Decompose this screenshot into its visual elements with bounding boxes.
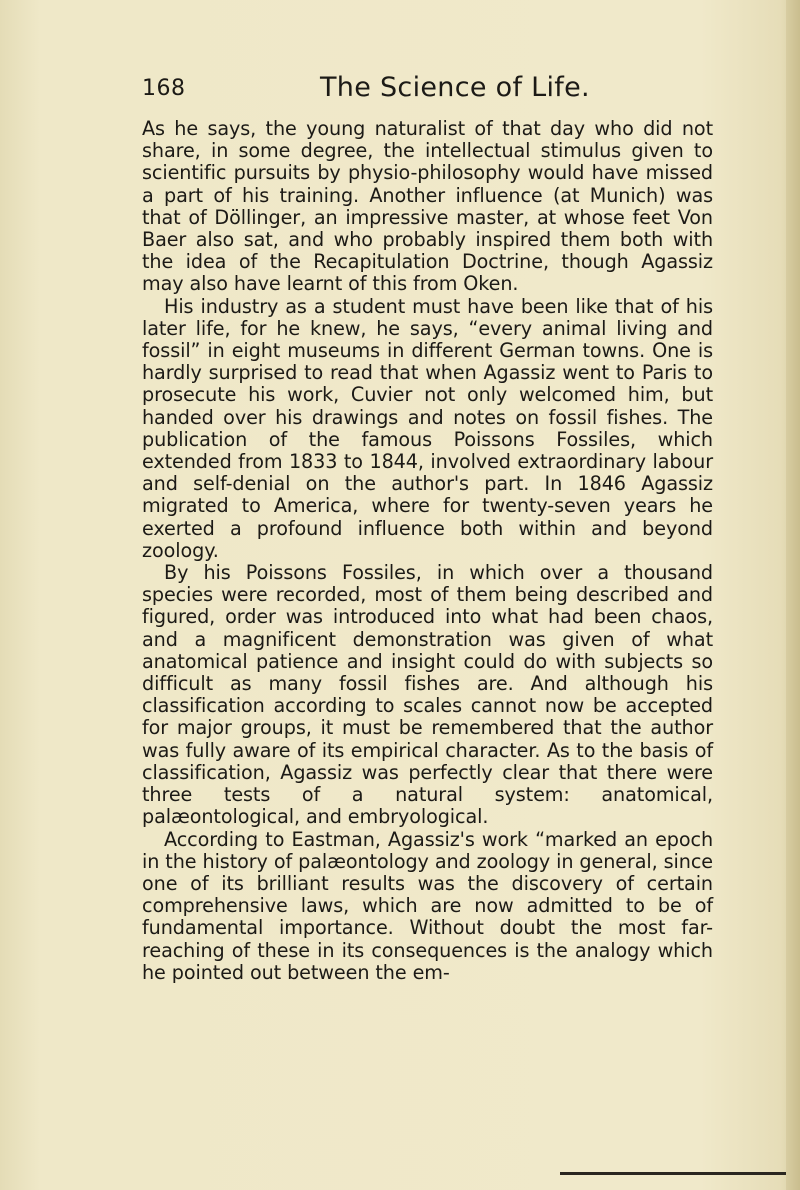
paragraph-2: His industry as a student must have been like that of his later life, for he knew, he says, “every animal living and fossil” in eight museums in different German towns. One is hardly surprised to read that when Agassiz went to Paris to prosecute his work, Cuvier not only welcomed him, but handed over his drawings and notes on fossil fishes. The publication of the famous Poissons Fossiles, which extended from 1833 to 1844, involved extraordinary labour and self-denial on the author's part. In 1846 Agassiz migrated to America, where for twenty-seven years he exerted a profound influence both within and beyond zoology.: [142, 294, 713, 562]
running-title: The Science of Life.: [320, 72, 590, 103]
page-header: [0, 60, 800, 110]
page-bottom-edge: [560, 1172, 786, 1175]
paragraph-4: According to Eastman, Agassiz's work “marked an epoch in the history of palæontology and zoology in general, since one of its brilliant results was the discovery of certain comprehensive laws, which are now admitted to be of fundamental importance. Without doubt the most far-reaching of these in its consequences is the analogy which he pointed out between the em-: [142, 827, 713, 984]
paragraph-3: By his Poissons Fossiles, in which over a thousand species were recorded, most of them being described and figured, order was introduced into what had been chaos, and a magnificent demonstration was given of what anatomical patience and insight could do with subjects so difficult as many fossil fishes are. And although his classification according to scales cannot now be accepted for major groups, it must be remembered that the author was fully aware of its empirical character. As to the basis of classification, Agassiz was perfectly clear that there were three tests of a natural system: anatomical, palæontological, and embryological.: [142, 561, 713, 829]
page-edge: [786, 0, 800, 1190]
body-text: [142, 118, 713, 984]
page-number: 168: [142, 76, 186, 101]
paragraph-1: As he says, the young naturalist of that day who did not share, in some degree, the intellectual stimulus given to scientific pursuits by physio-philosophy would have missed a part of his training. Another influence (at Munich) was that of Döllinger, an impressive master, at whose feet Von Baer also sat, and who probably inspired them both with the idea of the Recapitulation Doctrine, though Agassiz may also have learnt of this from Oken.: [142, 117, 713, 296]
